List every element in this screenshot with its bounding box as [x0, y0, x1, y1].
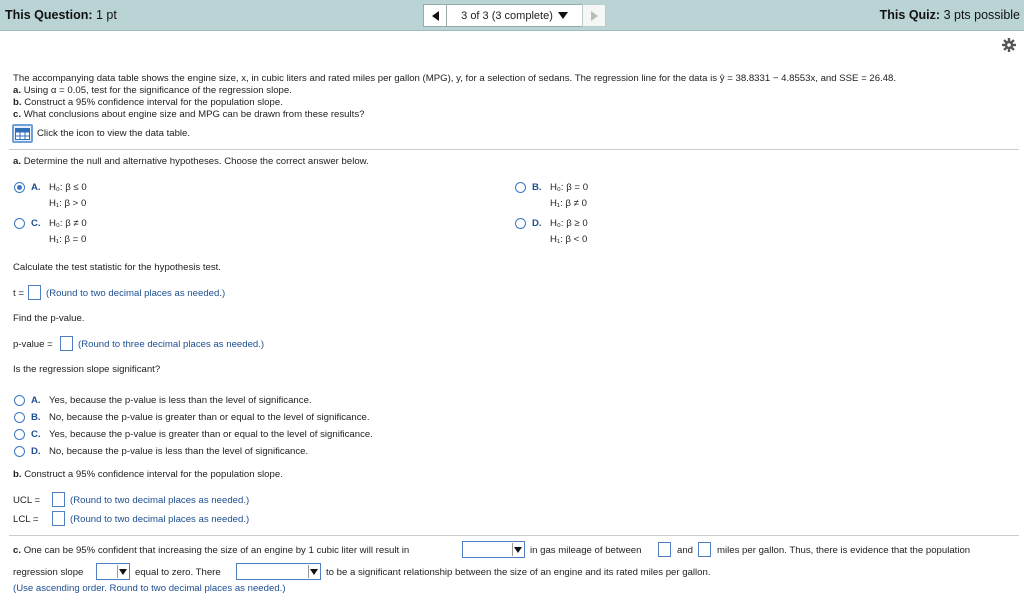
- top-bar: [0, 0, 1024, 31]
- part-a-label: a.: [13, 85, 22, 96]
- divider: [9, 535, 1019, 536]
- section-a-prompt: [13, 156, 369, 167]
- quiz-label: This Quiz:: [879, 8, 941, 22]
- question-navigator: [423, 4, 606, 27]
- test-statistic-prompt: Calculate the test statistic for the hypothesis test.: [13, 262, 221, 273]
- arrow-left-icon: [432, 11, 439, 21]
- hypothesis-option-b-h1: H₁: β ≠ 0: [550, 198, 587, 209]
- previous-question-button[interactable]: [423, 4, 447, 27]
- hypothesis-option-d-h1: H₁: β < 0: [550, 234, 588, 245]
- relationship-dropdown[interactable]: [236, 563, 321, 580]
- table-grid-icon: [15, 128, 30, 140]
- chevron-down-icon: [514, 547, 522, 553]
- ucl-hint: (Round to two decimal places as needed.): [70, 495, 250, 506]
- section-a-label: a.: [13, 156, 22, 167]
- problem-line1-end: = 38.8331 − 4.8553x, and SSE = 26.48.: [727, 73, 897, 84]
- significance-option-d-text: No, because the p-value is less than the level of significance.: [49, 446, 309, 457]
- dropdown-arrow: [308, 565, 319, 578]
- significance-option-b-text: No, because the p-value is greater than or equal to the level of significance.: [49, 412, 370, 423]
- slope-comparison-dropdown[interactable]: [96, 563, 130, 580]
- hypothesis-option-a-radio[interactable]: [14, 182, 25, 193]
- ucl-label: UCL =: [13, 495, 41, 506]
- pvalue-hint: (Round to three decimal places as needed.): [78, 339, 265, 350]
- next-question-button[interactable]: [582, 4, 606, 27]
- section-c-sentence1: One can be 95% confident that increasing the size of an engine by 1 cubic liter will result in: [23, 545, 410, 556]
- hypothesis-option-c-h1: H₁: β = 0: [49, 234, 87, 245]
- section-c-label: c.: [13, 545, 22, 556]
- lcl-hint: (Round to two decimal places as needed.): [70, 514, 250, 525]
- part-a-text: Using α = 0.05, test for the significance of the regression slope.: [23, 85, 292, 96]
- t-input[interactable]: [28, 285, 41, 300]
- significance-prompt: Is the regression slope significant?: [13, 364, 161, 375]
- part-b-label: b.: [13, 97, 22, 108]
- section-b-text: Construct a 95% confidence interval for the population slope.: [24, 469, 283, 480]
- section-a-text: Determine the null and alternative hypotheses. Choose the correct answer below.: [23, 156, 369, 167]
- chevron-down-icon: [119, 569, 127, 575]
- section-b-label: b.: [13, 469, 22, 480]
- pvalue-input[interactable]: [60, 336, 73, 351]
- hypothesis-option-b-letter: B.: [532, 182, 542, 193]
- ucl-input[interactable]: [52, 492, 65, 507]
- problem-line1: The accompanying data table shows the engine size, x, in cubic liters and rated miles per gallon (MPG), y, for a selection of sedans. The regression line for the data is: [13, 73, 718, 84]
- part-c-text: What conclusions about engine size and MPG can be drawn from these results?: [23, 109, 365, 120]
- quiz-points: [880, 8, 1020, 22]
- divider: [9, 149, 1019, 150]
- question-label: This Question:: [5, 8, 93, 22]
- lcl-label: LCL =: [13, 514, 39, 525]
- hypothesis-option-c-radio[interactable]: [14, 218, 25, 229]
- significance-option-b-radio[interactable]: [14, 412, 25, 423]
- hypothesis-option-b-h0: H₀: β = 0: [550, 182, 589, 193]
- hypothesis-option-b-radio[interactable]: [515, 182, 526, 193]
- question-points-value: 1 pt: [95, 8, 117, 22]
- lcl-input[interactable]: [52, 511, 65, 526]
- section-c-sentence4: regression slope: [13, 567, 84, 578]
- lower-bound-input[interactable]: [658, 542, 671, 557]
- t-hint: (Round to two decimal places as needed.): [46, 288, 226, 299]
- data-table-icon[interactable]: [12, 124, 33, 143]
- significance-option-d-radio[interactable]: [14, 446, 25, 457]
- y-hat: ŷ: [719, 73, 725, 84]
- chevron-down-icon: [558, 12, 568, 19]
- question-status: 3 of 3 (3 complete): [461, 9, 553, 22]
- hypothesis-option-a-h0: H₀: β ≤ 0: [49, 182, 87, 193]
- significance-option-d-letter: D.: [31, 446, 41, 457]
- hypothesis-option-d-h0: H₀: β ≥ 0: [550, 218, 588, 229]
- significance-option-b-letter: B.: [31, 412, 41, 423]
- gear-icon[interactable]: [1002, 38, 1016, 52]
- hypothesis-option-a-h1: H₁: β > 0: [49, 198, 87, 209]
- hypothesis-option-d-letter: D.: [532, 218, 542, 229]
- significance-option-a-text: Yes, because the p-value is less than the level of significance.: [49, 395, 312, 406]
- pvalue-label: p-value =: [13, 339, 53, 350]
- t-label: t =: [13, 288, 24, 299]
- significance-option-c-text: Yes, because the p-value is greater than or equal to the level of significance.: [49, 429, 373, 440]
- arrow-right-icon: [591, 11, 598, 21]
- significance-option-c-radio[interactable]: [14, 429, 25, 440]
- hypothesis-option-c-letter: C.: [31, 218, 41, 229]
- mileage-change-dropdown[interactable]: [462, 541, 525, 558]
- section-c-hint: (Use ascending order. Round to two decimal places as needed.): [13, 583, 286, 594]
- hypothesis-option-c-h0: H₀: β ≠ 0: [49, 218, 87, 229]
- hypothesis-option-a-letter: A.: [31, 182, 41, 193]
- section-c-and: and: [677, 545, 694, 556]
- part-c-label: c.: [13, 109, 22, 120]
- hypothesis-option-d-radio[interactable]: [515, 218, 526, 229]
- part-c-description: [13, 109, 364, 120]
- data-table-link[interactable]: Click the icon to view the data table.: [37, 128, 191, 139]
- part-b-text: Construct a 95% confidence interval for the population slope.: [24, 97, 283, 108]
- significance-option-a-radio[interactable]: [14, 395, 25, 406]
- significance-option-c-letter: C.: [31, 429, 41, 440]
- section-c-sentence2: in gas mileage of between: [530, 545, 642, 556]
- upper-bound-input[interactable]: [698, 542, 711, 557]
- quiz-points-value: 3 pts possible: [943, 8, 1020, 22]
- part-b-description: [13, 97, 283, 108]
- dropdown-arrow: [512, 543, 523, 556]
- significance-option-a-letter: A.: [31, 395, 41, 406]
- section-c-text1: [13, 545, 409, 556]
- question-points: [5, 8, 117, 22]
- part-a-description: [13, 85, 292, 96]
- chevron-down-icon: [310, 569, 318, 575]
- question-dropdown[interactable]: [447, 4, 582, 27]
- problem-statement: [13, 73, 896, 84]
- pvalue-prompt: Find the p-value.: [13, 313, 85, 324]
- section-c-sentence5: equal to zero. There: [135, 567, 221, 578]
- section-b-prompt: [13, 469, 283, 480]
- dropdown-arrow: [117, 565, 128, 578]
- section-c-sentence6: to be a significant relationship between the size of an engine and its rated miles per gallon.: [326, 567, 711, 578]
- section-c-sentence3: miles per gallon. Thus, there is evidence that the population: [717, 545, 971, 556]
